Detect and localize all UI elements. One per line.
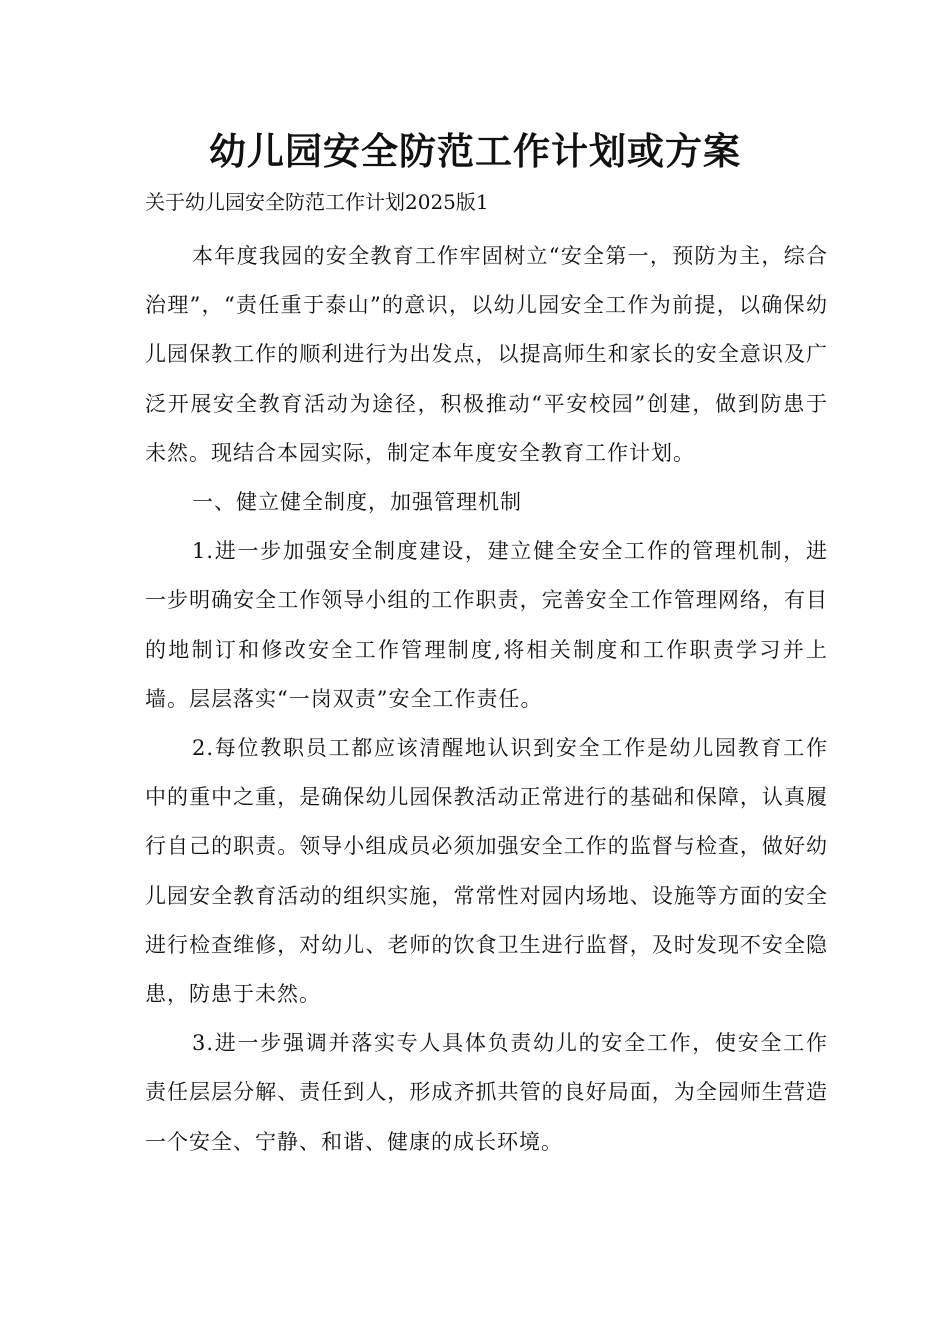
body-paragraph-3: 3.进一步强调并落实专人具体负责幼儿的安全工作，使安全工作责任层层分解、责任到人，形成齐抓共管的良好局面，为全园师生营造一个安全、宁静、和谐、健康的成长环境。: [145, 1031, 828, 1154]
section-heading: 一、健立健全制度，加强管理机制: [192, 490, 522, 515]
body-paragraph-1: 1.进一步加强安全制度建设，建立健全安全工作的管理机制，进一步明确安全工作领导小组的工作职责，完善安全工作管理网络，有目的地制订和修改安全工作管理制度,将相关制度和工作职责学习并上墙。层层落实“一岗双责”安全工作责任。: [145, 539, 828, 711]
intro-paragraph: 本年度我园的安全教育工作牢固树立“安全第一，预防为主，综合治理”，“责任重于泰山”的意识，以幼儿园安全工作为前提，以确保幼儿园保教工作的顺利进行为出发点，以提高师生和家长的安全意识及广泛开展安全教育活动为途径，积极推动“平安校园”创建，做到防患于未然。现结合本园实际，制定本年度安全教育工作计划。: [145, 244, 828, 465]
document-subtitle: 关于幼儿园安全防范工作计划2025版1: [145, 190, 489, 214]
document-body: [145, 232, 828, 1167]
document-title: 幼儿园安全防范工作计划或方案: [209, 129, 741, 173]
body-paragraph-2: 2.每位教职员工都应该清醒地认识到安全工作是幼儿园教育工作中的重中之重，是确保幼儿园保教活动正常进行的基础和保障，认真履行自己的职责。领导小组成员必须加强安全工作的监督与检查，做好幼儿园安全教育活动的组织实施，常常性对园内场地、设施等方面的安全进行检查维修，对幼儿、老师的饮食卫生进行监督，及时发现不安全隐患，防患于未然。: [145, 736, 828, 1007]
